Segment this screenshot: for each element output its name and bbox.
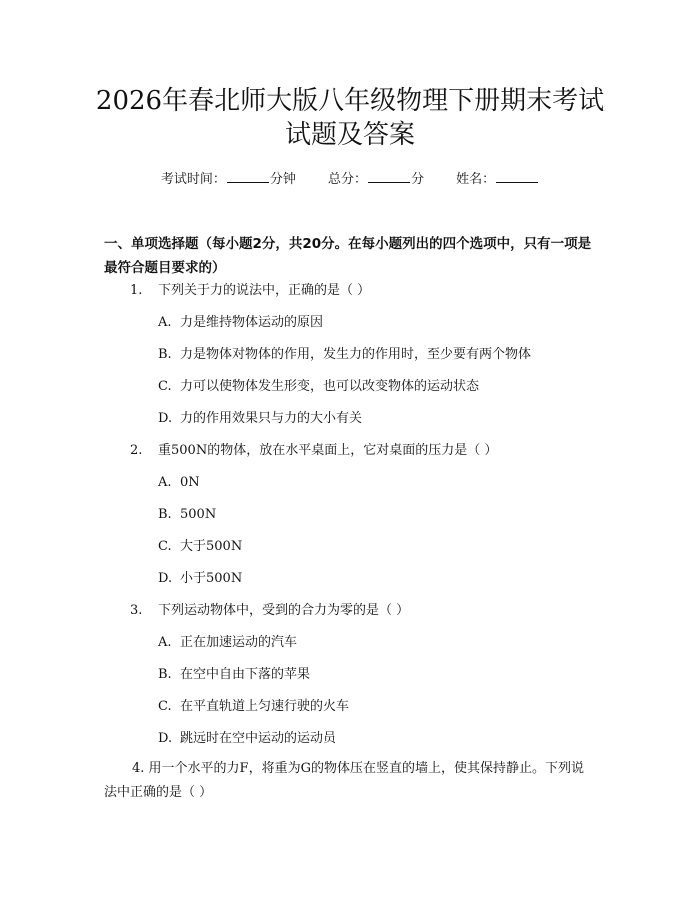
question-number: 3. — [130, 603, 143, 618]
question-3 — [130, 601, 409, 621]
option-3c — [158, 697, 349, 717]
option-letter: B. — [158, 507, 172, 522]
question-stem: 下列运动物体中，受到的合力为零的是（ ） — [158, 603, 410, 618]
question-2 — [130, 441, 497, 461]
time-blank — [227, 170, 269, 183]
option-text: 在空中自由下落的苹果 — [180, 667, 311, 682]
option-3a — [158, 633, 297, 653]
option-1d — [158, 409, 362, 429]
exam-time — [161, 172, 300, 187]
option-text: 在平直轨道上匀速行驶的火车 — [180, 699, 350, 714]
option-2d — [158, 569, 242, 589]
option-letter: D. — [158, 571, 173, 586]
option-text: 小于500N — [180, 571, 243, 586]
option-2a — [158, 473, 200, 493]
option-text: 力可以使物体发生形变，也可以改变物体的运动状态 — [180, 379, 480, 394]
option-text: 大于500N — [180, 539, 243, 554]
option-2b — [158, 505, 216, 525]
option-letter: C. — [158, 379, 172, 394]
option-text: 正在加速运动的汽车 — [180, 635, 298, 650]
option-letter: B. — [158, 667, 172, 682]
option-text: 0N — [180, 475, 200, 490]
name-label: 姓名： — [456, 172, 496, 187]
option-text: 力是物体对物体的作用，发生力的作用时，至少要有两个物体 — [180, 347, 532, 362]
option-text: 跳远时在空中运动的运动员 — [180, 731, 337, 746]
option-letter: D. — [158, 411, 173, 426]
total-score — [328, 172, 428, 187]
option-letter: A. — [158, 475, 172, 490]
question-1 — [130, 281, 370, 301]
title-line-1: 2026年春北师大版八年级物理下册期末考试 — [95, 86, 605, 116]
score-unit: 分 — [411, 172, 425, 187]
question-stem: 下列关于力的说法中，正确的是（ ） — [158, 283, 371, 298]
question-stem: 重500N的物体，放在水平桌面上，它对桌面的压力是（ ） — [158, 443, 498, 458]
question-number: 4. — [132, 761, 145, 776]
student-name — [456, 172, 539, 187]
title-line-2: 试题及答案 — [284, 120, 415, 150]
option-letter: C. — [158, 539, 172, 554]
time-label: 考试时间： — [160, 172, 226, 187]
section-header: 一、单项选择题（每小题2分，共20分。在每小题列出的四个选项中，只有一项是最符合题目要求的） — [104, 236, 592, 276]
option-3d — [158, 729, 336, 749]
option-letter: C. — [158, 699, 172, 714]
question-4 — [104, 757, 594, 805]
option-1c — [158, 377, 479, 397]
question-stem: 用一个水平的力F，将重为G的物体压在竖直的墙上，使其保持静止。下列说法中正确的是（ ） — [104, 761, 584, 800]
score-label: 总分： — [327, 172, 367, 187]
option-letter: D. — [158, 731, 173, 746]
score-blank — [368, 170, 410, 183]
option-letter: A. — [158, 635, 172, 650]
option-1b — [158, 345, 531, 365]
option-text: 力的作用效果只与力的大小有关 — [180, 411, 363, 426]
question-number: 2. — [130, 443, 143, 458]
time-unit: 分钟 — [269, 172, 296, 187]
name-blank — [496, 170, 538, 183]
option-1a — [158, 313, 323, 333]
option-text: 力是维持物体运动的原因 — [180, 315, 324, 330]
option-2c — [158, 537, 242, 557]
exam-meta — [0, 168, 700, 187]
option-3b — [158, 665, 310, 685]
option-text: 500N — [180, 507, 217, 522]
option-letter: B. — [158, 347, 172, 362]
option-letter: A. — [158, 315, 172, 330]
question-number: 1. — [130, 283, 143, 298]
